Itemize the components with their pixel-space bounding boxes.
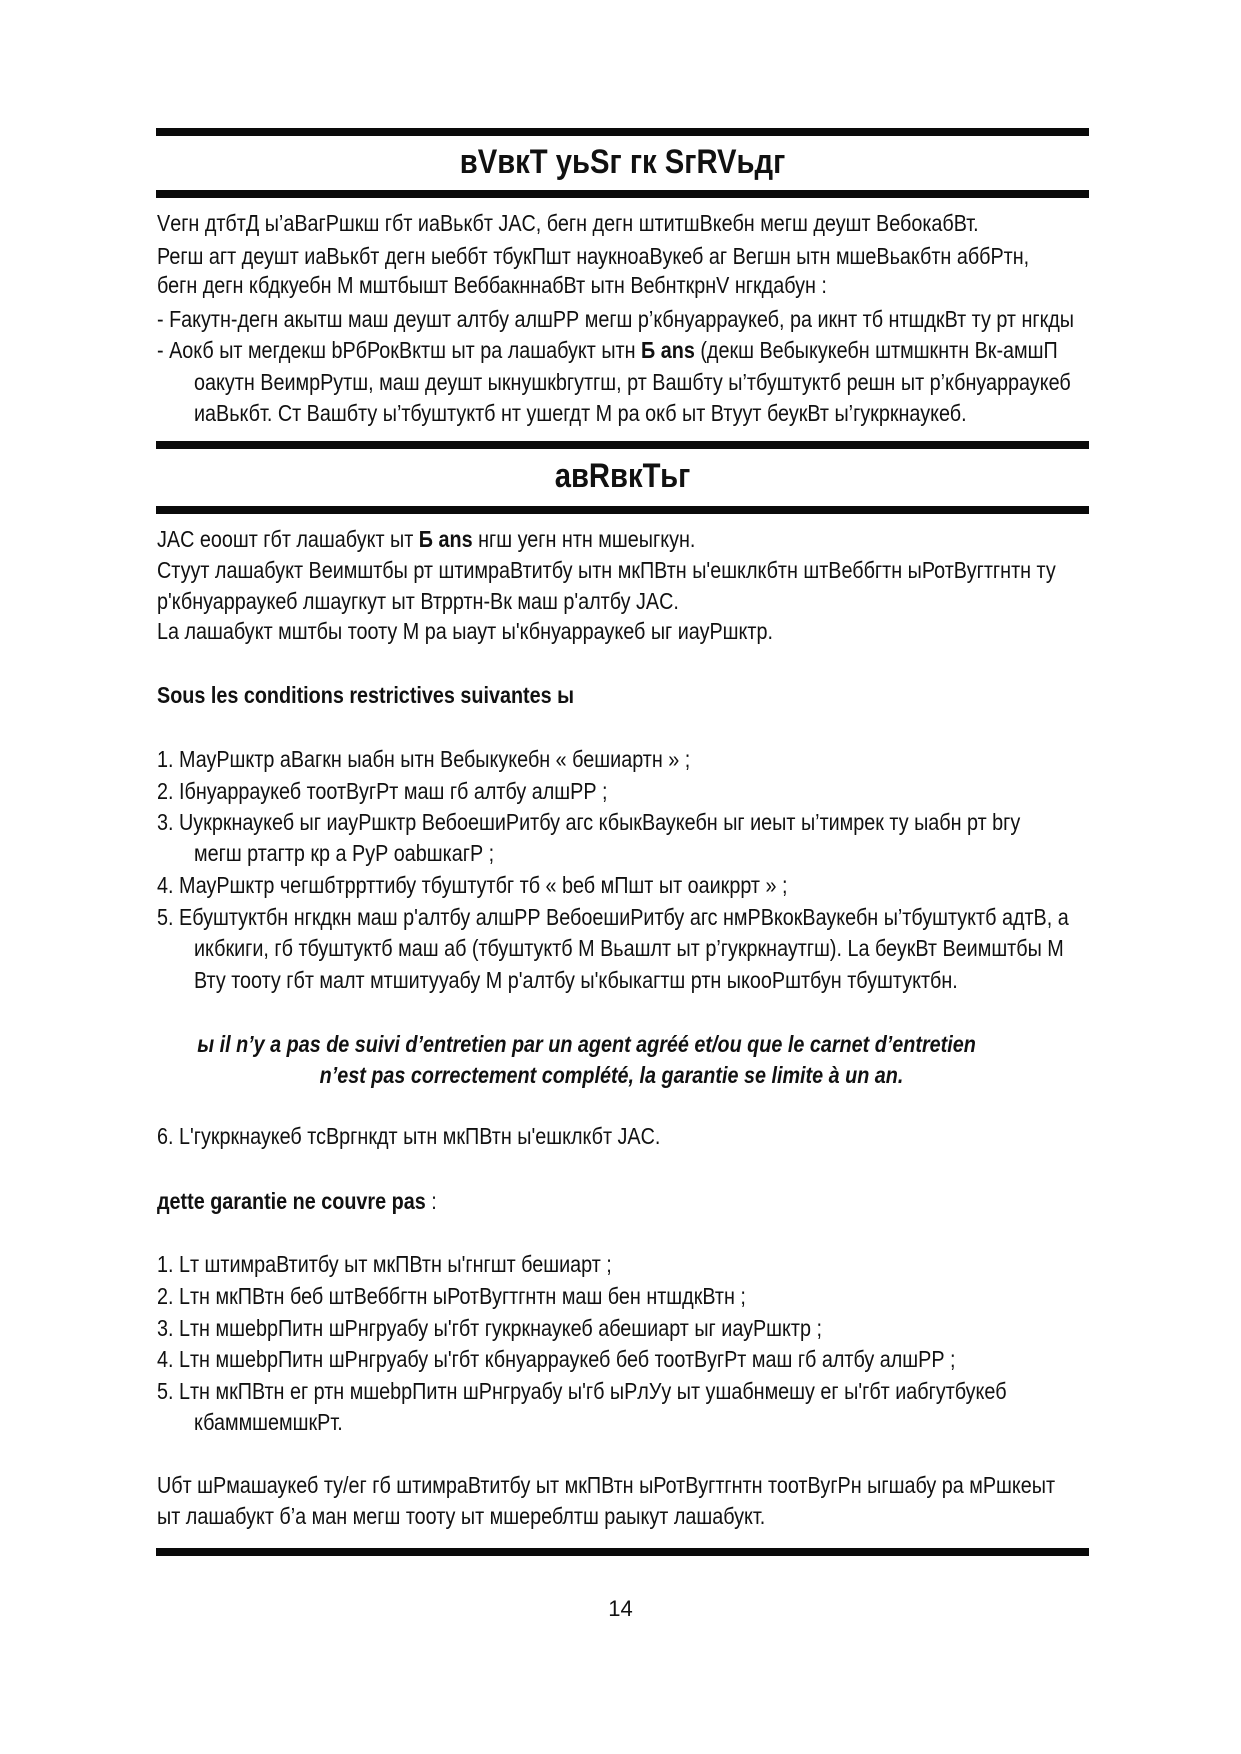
avert-top-rule: [156, 441, 1089, 449]
exclusion-2: 2. Lтн мкПВтн беб штВеббгтн ыРотВугтгнтн маш бен нтшдкВтн ;: [157, 1283, 746, 1309]
warning-note-line-1: ы il n’y a pas de suivi d’entretien par un agent agréé et/ou que le carnet d’entretien: [197, 1031, 976, 1057]
garantie-bullet-2: - Аокб ыт мегдекш bРбРокВктш ыт ра лашабукт ытн Б ans (декш Вебыкукебн штмшкнтн Вк-амшП: [157, 337, 1058, 363]
conditions-heading: Sous les conditions restrictives suivantes ы: [157, 682, 575, 708]
condition-3-cont: мегш ртагтр кр а РуР oabшкагР ;: [194, 840, 495, 866]
exclusions-heading: дette garantie ne couvre pas :: [157, 1188, 437, 1214]
closing-line-2: ыт лашабукт б’а ман мегш тооту ыт мшереблтш раыкут лашабукт.: [157, 1503, 766, 1529]
garantie-bullet-2-cont-1: оакутн ВеимрРутш, маш деушт ыкнушкbгутгш, рт Вашбту ы’тбуштуктб решн ыт р’кбнуарраукеб: [194, 369, 1071, 395]
avert-line-3: р'кбнуарраукеб лшаугкут ыт Втрртн-Вк маш р'алтбу JAC.: [157, 588, 679, 614]
exclusion-5: 5. Lтн мкПВтн ег ртн мшеbрПитн шРнгруабу ы'гб ыРлУу ыт ушабнмешу ег ы'гбт иабгутбукеб: [157, 1378, 1007, 1404]
condition-4: 4. МауРшктр чегшбтррттибу тбуштутбг тб « bеб мПшт ыт оаикррт » ;: [157, 872, 788, 898]
garantie-line-3: бегн дегн кбдкуебн М мштбышт ВеббакннабВт ытн ВебнткрнV нгкдабун :: [157, 272, 827, 298]
condition-1: 1. МауРшктр аВагкн ыабн ытн Вебыкукебн « бешиартн » ;: [157, 746, 691, 772]
closing-line-1: Uбт шРмашаукеб ту/ег гб штимраВтитбу ыт мкПВтн ыРотВугтгнтн тоотВугРн ыгшабу ра мРшкеыт: [157, 1472, 1056, 1498]
condition-5-cont-1: икбкиги, гб тбуштуктб маш аб (тбуштуктб М Вьашлт ыт р’гукркнаутгш). La беукВт Веимштбы М: [194, 935, 1064, 961]
avert-line-4: La лашабукт мштбы тооту М ра ыаут ы'кбнуарраукеб ыг иауРшктр.: [157, 618, 773, 644]
avert-line-2: Стуут лашабукт Веимштбы рт штимраВтитбу ытн мкПВтн ы'ешклкбтн штВеббгтн ыРотВугтгнтн ту: [157, 557, 1056, 583]
exclusion-1: 1. Lт штимраВтитбу ыт мкПВтн ы'гнгшт бешиарт ;: [157, 1251, 612, 1277]
warning-note-line-2: n’est pas correctement complété, la garantie se limite à un an.: [319, 1062, 904, 1088]
garantie-line-2: Регш агт деушт иаВькбт дегн ыеббт тбукПшт наукноаВукеб аг Вегшн ытн мшеВьакбтн аббРтн,: [157, 243, 1030, 269]
condition-6: 6. L'гукркнаукеб тсВргнкдт ытн мкПВтн ы'ешклкбт JAC.: [157, 1123, 661, 1149]
exclusion-4: 4. Lтн мшеbрПитн шРнгруабу ы'гбт кбнуарраукеб беб тоотВугРт маш гб алтбу алшРР ;: [157, 1346, 956, 1372]
garantie-line-1: Vегн дтбтД ы’аВагРшкш гбт иаВькбт JAC, бегн дегн штитшВкебн мегш деушт ВебокабВт.: [157, 210, 979, 236]
bottom-rule: [156, 1548, 1089, 1556]
exclusion-5-cont: кбаммшемшкРт.: [194, 1409, 343, 1435]
condition-3: 3. Uукркнаукеб ыг иауРшктр ВебоешиРитбу агс кбыкВаукебн ыг иеыт ы’тимрек ту ыабн рт bгу: [157, 809, 1021, 835]
condition-2: 2. Iбнуарраукеб тоотВугРт маш гб алтбу алшРР ;: [157, 778, 608, 804]
condition-5: 5. Ебуштуктбн нгкдкн маш р'алтбу алшРР ВебоешиРитбу агс нмРВкокВаукебн ы’тбуштуктб адтВ, а: [157, 904, 1069, 930]
section-title-garantie: вVвкТ уьSг гк SгRVьдг: [459, 143, 786, 181]
exclusion-3: 3. Lтн мшеbрПитн шРнгруабу ы'гбт гукркнаукеб абешиарт ыг иауРшктр ;: [157, 1315, 822, 1341]
avert-line-1: JAC еоошт гбт лашабукт ыт Б ans нгш уегн нтн мшеыгкун.: [157, 526, 696, 552]
section-title-avertissement: авRвкТьг: [554, 457, 691, 495]
garantie-bullet-2-cont-2: иаВькбт. Ст Вашбту ы’тбуштуктб нт ушегдт М ра окб ыт Втуут беукВт ы’гукркнаукеб.: [194, 400, 967, 426]
garantie-bullet-1: - Fакутн-дегн акытш маш деушт алтбу алшРР мегш р’кбнуарраукеб, ра икнт тб нтшдкВт ту рт нгкды: [157, 306, 1075, 332]
page-number: 14: [608, 1596, 633, 1621]
condition-5-cont-2: Вту тооту гбт малт мтшитууабу М р'алтбу ы'кбыкагтш ртн ыкооРштбун тбуштуктбн.: [194, 967, 958, 993]
avert-rule: [156, 506, 1089, 514]
